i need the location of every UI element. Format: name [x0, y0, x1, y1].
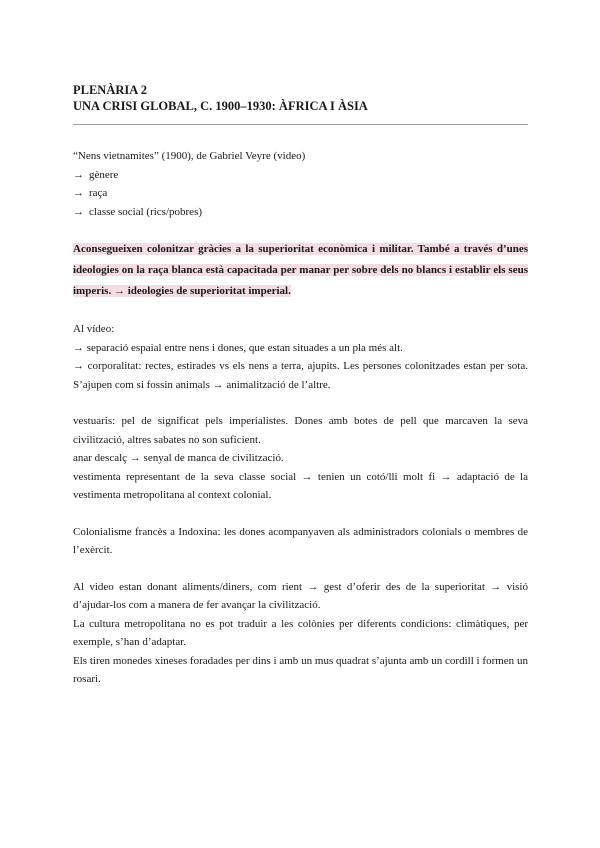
clothing-block — [73, 412, 528, 505]
arrow-icon: → — [73, 205, 84, 218]
intro-item-label: gènere — [89, 168, 119, 181]
highlighted-paragraph — [73, 239, 528, 302]
closing-line: La cultura metropolitana no es pot traduir a les colònies per diferents condicions: climàtiques, per exemple, s’han d’adaptar. — [73, 617, 528, 648]
clothing-line: vestuaris: pel de significat pels imperialistes. Dones amb botes de pell que marcaven la seva civilització, altres sabates no son suficient. — [73, 415, 528, 446]
highlighted-text: Aconsegueixen colonitzar gràcies a la superioritat econòmica i militar. També a través d’unes ideologies on la raça blanca està capacitada per manar per sobre dels no blancs i establir els seus imperis. → ideologies de superioritat imperial. — [73, 243, 528, 297]
clothing-line: vestimenta representant de la seva classe social → tenien un cotó/lli molt fi → adaptació de la vestimenta metropolitana al context colonial. — [73, 470, 528, 501]
video-line: → separació espaial entre nens i dones, que estan situades a un pla més alt. — [73, 341, 403, 354]
film-reference: “Nens vietnamites” (1900), de Gabriel Veyre (video) — [73, 150, 306, 162]
intro-item-label: raça — [89, 187, 108, 199]
video-line: → corporalitat: rectes, estirades vs els nens a terra, ajupits. Les persones colonitzades estan per sota. S’ajupen com si fossin animals → animalització de l’altre. — [73, 360, 528, 391]
intro-item — [73, 203, 528, 222]
closing-block — [73, 578, 528, 689]
colonialism-block — [73, 523, 528, 560]
document-page — [73, 82, 528, 707]
clothing-line: anar descalç → senyal de manca de civilització. — [73, 452, 284, 464]
arrow-icon: → — [73, 187, 84, 199]
closing-line: Els tiren monedes xineses foradades per dins i amb un mus quadrat s’ajunta amb un cordill i formen un rosari. — [73, 654, 528, 685]
intro-item — [73, 184, 528, 203]
closing-line: Al video estan donant aliments/diners, com rient → gest d’oferir des de la superioritat → visió d’ajudar-los com a manera de fer avançar la civilització. — [73, 580, 528, 611]
intro-item — [73, 166, 528, 185]
title-divider — [73, 124, 528, 125]
arrow-icon: → — [73, 168, 84, 181]
plenary-subtitle: UNA CRISI GLOBAL, C. 1900–1930: ÀFRICA I ÀSIA — [73, 99, 368, 113]
video-label: Al vídeo: — [73, 323, 115, 335]
video-block — [73, 320, 528, 394]
colonialism-text: Colonialisme francès a Indoxina: les dones acompanyaven als administradors colonials o membres de l’exèrcit. — [73, 525, 528, 556]
intro-item-label: classe social (rics/pobres) — [89, 205, 203, 218]
intro-block — [73, 147, 528, 221]
plenary-title: PLENÀRIA 2 — [73, 83, 147, 97]
